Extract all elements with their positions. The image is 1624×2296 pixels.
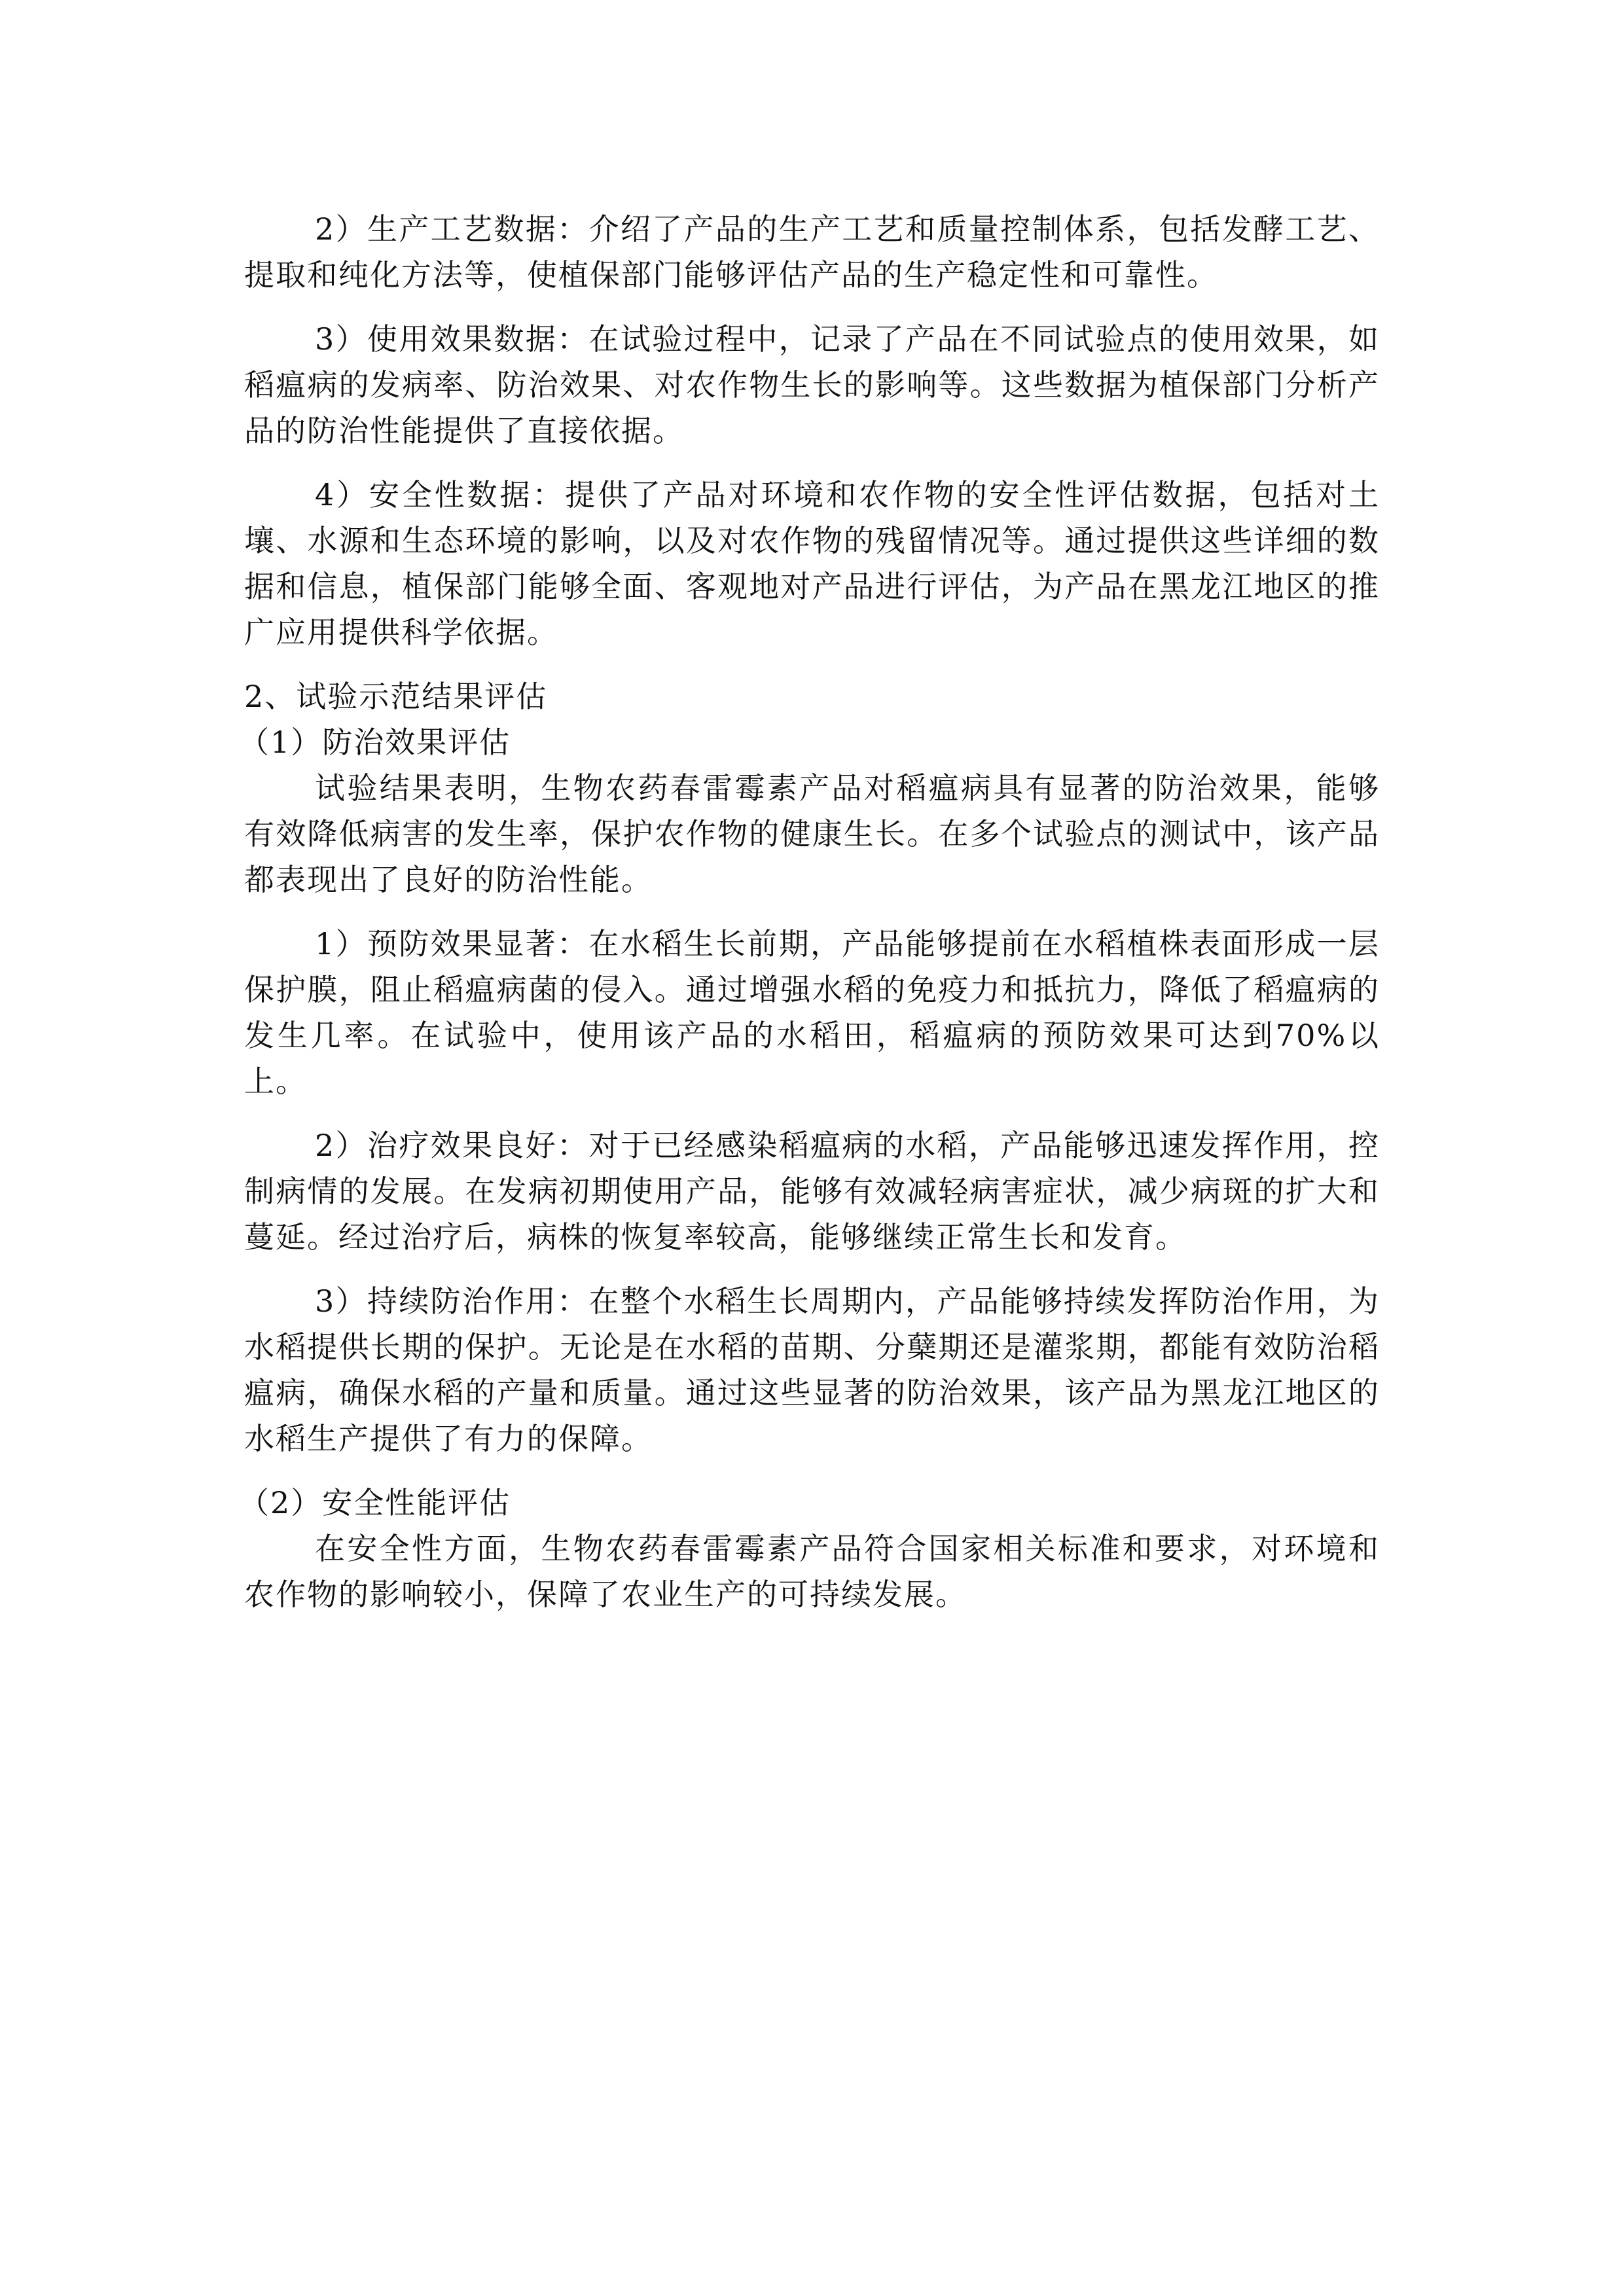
paragraph-trial-results: 试验结果表明，生物农药春雷霉素产品对稻瘟病具有显著的防治效果，能够有效降低病害的发生率，保护农作物的健康生长。在多个试验点的测试中，该产品都表现出了良好的防治性能。 [244,770,1380,897]
subsection-heading-control-effect: （1）防治效果评估 [239,725,511,760]
paragraph-treatment-effect: 2）治疗效果良好：对于已经感染稻瘟病的水稻，产品能够迅速发挥作用，控制病情的发展。在发病初期使用产品，能够有效减轻病害症状，减少病斑的扩大和蔓延。经过治疗后，病株的恢复率较高，能够继续正常生长和发育。 [244,1128,1380,1255]
document-page [239,206,1380,1636]
paragraph-safety-aspect: 在安全性方面，生物农药春雷霉素产品符合国家相关标准和要求，对环境和农作物的影响较小，保障了农业生产的可持续发展。 [244,1531,1380,1612]
paragraph-continuous-control: 3）持续防治作用：在整个水稻生长周期内，产品能够持续发挥防治作用，为水稻提供长期的保护。无论是在水稻的苗期、分蘖期还是灌浆期，都能有效防治稻瘟病，确保水稻的产量和质量。通过这些显著的防治效果，该产品为黑龙江地区的水稻生产提供了有力的保障。 [244,1283,1380,1456]
paragraph-production-process: 2）生产工艺数据：介绍了产品的生产工艺和质量控制体系，包括发酵工艺、提取和纯化方法等，使植保部门能够评估产品的生产稳定性和可靠性。 [244,211,1380,293]
section-heading-trial-evaluation: 2、试验示范结果评估 [244,679,548,714]
paragraph-usage-effect: 3）使用效果数据：在试验过程中，记录了产品在不同试验点的使用效果，如稻瘟病的发病率、防治效果、对农作物生长的影响等。这些数据为植保部门分析产品的防治性能提供了直接依据。 [244,321,1380,448]
paragraph-safety-data: 4）安全性数据：提供了产品对环境和农作物的安全性评估数据，包括对土壤、水源和生态环境的影响，以及对农作物的残留情况等。通过提供这些详细的数据和信息，植保部门能够全面、客观地对产品进行评估，为产品在黑龙江地区的推广应用提供科学依据。 [244,477,1380,650]
subsection-heading-safety-evaluation: （2）安全性能评估 [239,1485,511,1520]
paragraph-prevention-effect: 1）预防效果显著：在水稻生长前期，产品能够提前在水稻植株表面形成一层保护膜，阻止稻瘟病菌的侵入。通过增强水稻的免疫力和抵抗力，降低了稻瘟病的发生几率。在试验中，使用该产品的水稻田，稻瘟病的预防效果可达到70%以上。 [244,926,1380,1099]
